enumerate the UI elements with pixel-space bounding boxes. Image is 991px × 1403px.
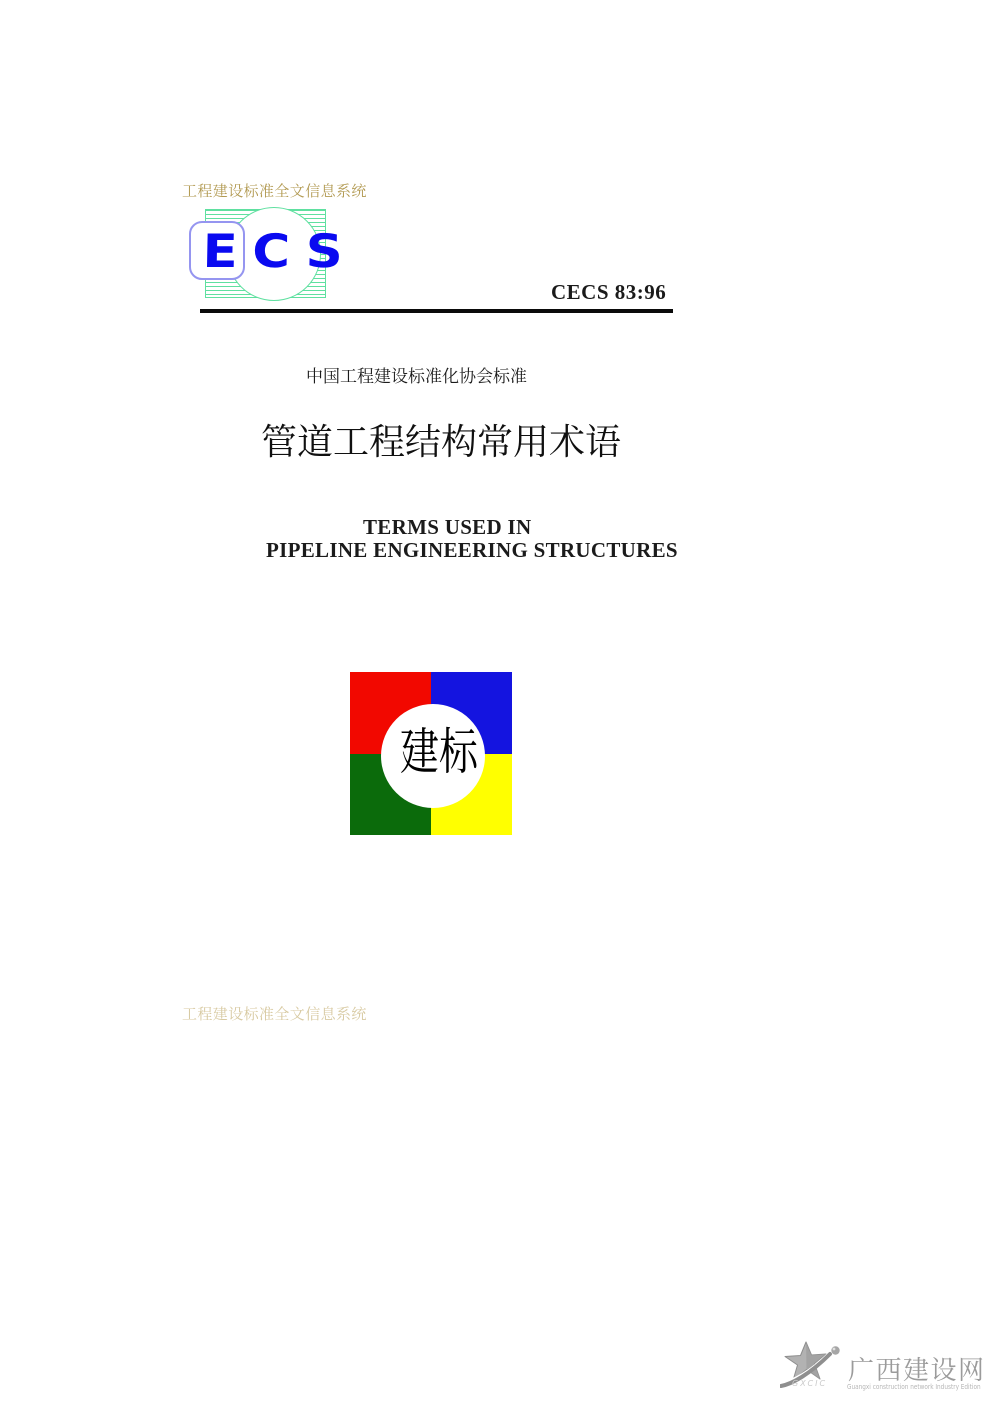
watermark-site-name: 广西建设网	[848, 1356, 986, 1385]
jianbiao-emblem	[350, 672, 512, 835]
site-watermark	[780, 1341, 991, 1403]
standard-code: CECS 83:96	[551, 280, 667, 304]
association-label: 中国工程建设标准化协会标准	[306, 367, 527, 386]
english-title-line1: TERMS USED IN	[363, 515, 532, 539]
header-rule	[200, 309, 673, 313]
emblem-label: 建标	[400, 723, 478, 781]
star-caption: GXCIC	[792, 1379, 828, 1388]
english-title-line2: PIPELINE ENGINEERING STRUCTURES	[266, 538, 678, 562]
document-title: 管道工程结构常用术语	[261, 422, 622, 462]
ecs-logo	[188, 206, 358, 306]
ecs-logo-letters: ECS	[202, 224, 358, 278]
watermark-tagline: Guangxi construction network Industry Edition	[847, 1383, 981, 1391]
system-banner-bottom: 工程建设标准全文信息系统	[182, 1007, 367, 1023]
system-banner-top: 工程建设标准全文信息系统	[182, 184, 367, 200]
